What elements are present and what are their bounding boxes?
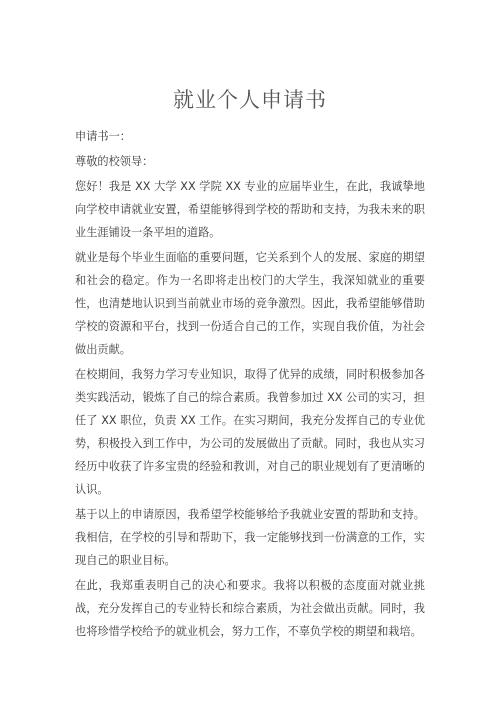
paragraph-intro: 您好！我是 XX 大学 XX 学院 XX 专业的应届毕业生，在此，我诚挚地向学校申请就业安置，希望能够得到学校的帮助和支持，为我未来的职业生涯铺设一条平坦的道路。 <box>75 180 425 239</box>
document-body <box>75 125 425 645</box>
paragraph-request: 基于以上的申请原因，我希望学校能够给予我就业安置的帮助和支持。我相信，在学校的引导和帮助下，我一定能够找到一份满意的工作，实现自己的职业目标。 <box>75 508 425 567</box>
salutation: 尊敬的校领导： <box>75 155 154 168</box>
paragraph-importance: 就业是每个毕业生面临的重要问题，它关系到个人的发展、家庭的期望和社会的稳定。作为一名即将走出校门的大学生，我深知就业的重要性，也清楚地认识到当前就业市场的竞争激烈。因此，我希望能够借助学校的资源和平台，找到一份适合自己的工作，实现自我价值，为社会做出贡献。 <box>75 251 425 356</box>
section-label: 申请书一： <box>75 130 131 143</box>
page-title: 就业个人申请书 <box>173 88 327 112</box>
paragraph-commitment: 在此，我郑重表明自己的决心和要求。我将以积极的态度面对就业挑战，充分发挥自己的专业特长和综合素质，为社会做出贡献。同时，我也将珍惜学校给予的就业机会，努力工作，不辜负学校的期望和栽培。 <box>75 579 425 638</box>
paragraph-experience: 在校期间，我努力学习专业知识，取得了优异的成绩，同时积极参加各类实践活动，锻炼了自己的综合素质。我曾参加过 XX 公司的实习，担任了 XX 职位，负责 XX 工作。在实习期间，我充分发挥自己的专业优势，积极投入到工作中，为公司的发展做出了贡献。同时，我也从实习经历中收获了许多宝贵的经验和教训，对自己的职业规划有了更清晰的认识。 <box>75 368 425 496</box>
